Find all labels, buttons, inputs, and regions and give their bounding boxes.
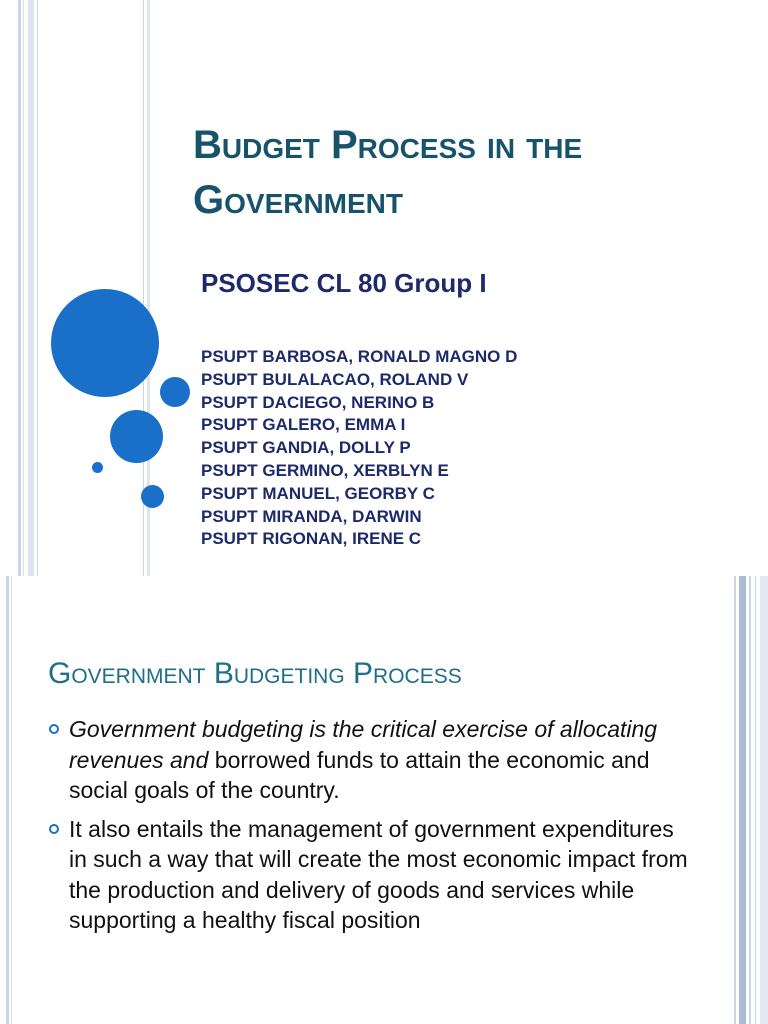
- decorative-stripe: [739, 576, 746, 1024]
- member-item: PSUPT GALERO, EMMA I: [201, 415, 406, 435]
- slide-subtitle: PSOSEC CL 80 Group I: [201, 268, 487, 298]
- member-item: PSUPT GANDIA, DOLLY P: [201, 438, 411, 458]
- decorative-stripe: [11, 576, 12, 1024]
- member-item: PSUPT GERMINO, XERBLYN E: [201, 460, 449, 480]
- bullet-circle-icon: [49, 824, 59, 834]
- slide-title: Budget Process in the Government: [193, 123, 583, 222]
- bullet-list: [48, 714, 688, 944]
- bullet-item: [48, 814, 688, 936]
- decorative-stripe: [6, 576, 9, 1024]
- decorative-stripe: [755, 576, 756, 1024]
- decorative-stripe: [37, 0, 38, 576]
- small-circle-decoration: [141, 485, 164, 508]
- member-item: PSUPT MIRANDA, DARWIN: [201, 506, 422, 526]
- content-slide-title: Government Budgeting Process: [48, 657, 462, 690]
- bullet-text: It also entails the management of government expenditures in such a way that will create the most economic impact from the production and delivery of goods and services while supporting a healthy fiscal position: [69, 815, 688, 933]
- decorative-stripe: [23, 0, 24, 576]
- bullet-italic-text: Government budgeting is the critical exercise of allocating revenues and: [69, 716, 658, 773]
- bullet-item: [48, 714, 688, 806]
- member-item: PSUPT DACIEGO, NERINO B: [201, 392, 435, 412]
- decorative-stripe: [18, 0, 21, 576]
- member-item: PSUPT MANUEL, GEORBY C: [201, 483, 435, 503]
- member-item: PSUPT RIGONAN, IRENE C: [201, 529, 422, 549]
- large-circle-decoration: [51, 289, 159, 397]
- decorative-stripe: [749, 576, 751, 1024]
- small-circle-decoration: [160, 377, 190, 407]
- member-item: PSUPT BARBOSA, RONALD MAGNO D: [201, 347, 518, 366]
- member-item: PSUPT BULALACAO, ROLAND V: [201, 369, 469, 389]
- bullet-text: borrowed funds to attain the economic and social goals of the country.: [69, 746, 650, 803]
- medium-circle-decoration: [110, 410, 163, 463]
- decorative-stripe: [760, 576, 768, 1024]
- member-list: [201, 346, 517, 551]
- tiny-circle-decoration: [92, 462, 103, 473]
- decorative-stripe: [734, 576, 736, 1024]
- decorative-stripe: [28, 0, 34, 576]
- bullet-circle-icon: [49, 724, 59, 734]
